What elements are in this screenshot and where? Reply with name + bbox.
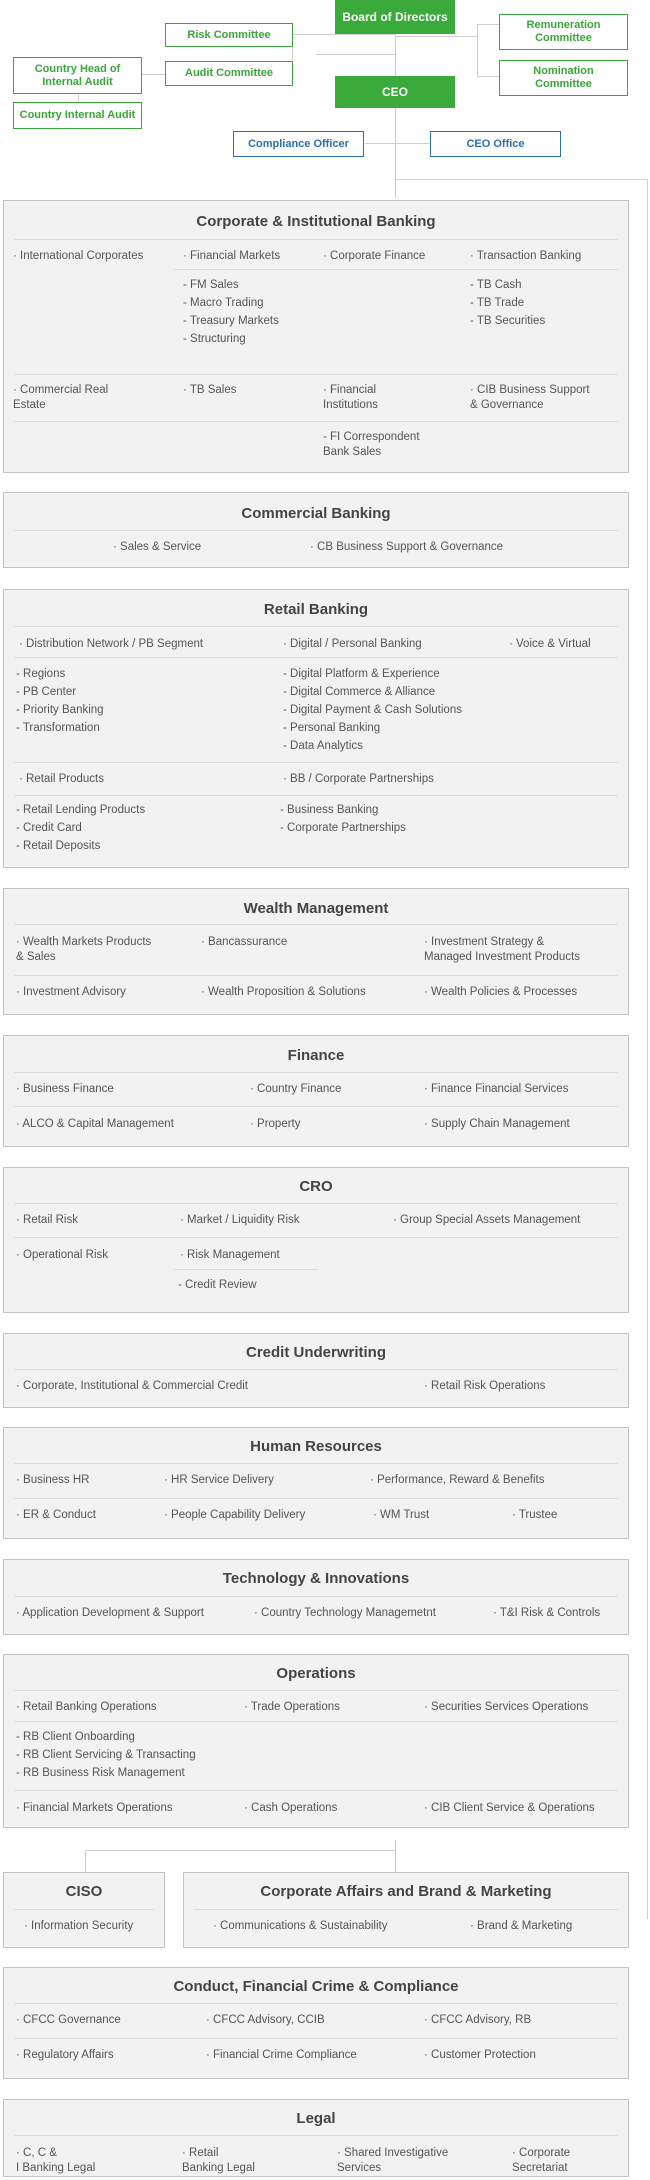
org-unit: Services bbox=[337, 2162, 382, 2174]
connector-line bbox=[316, 54, 395, 55]
org-subunit: - Personal Banking bbox=[283, 722, 381, 734]
board-label: Board of Directors bbox=[342, 10, 448, 24]
org-subunit: - PB Center bbox=[16, 686, 77, 698]
ceo-office-label: CEO Office bbox=[466, 138, 525, 150]
panel-conduct-financial-crime-compliance bbox=[3, 1967, 629, 2079]
org-unit: · Investment Strategy & bbox=[424, 936, 545, 948]
org-unit: · Customer Protection bbox=[424, 2049, 536, 2061]
org-unit: · CIB Business Support bbox=[470, 384, 590, 396]
org-subunit: - Digital Commerce & Alliance bbox=[283, 686, 436, 698]
org-unit: · Information Security bbox=[24, 1920, 134, 1932]
divider bbox=[14, 1369, 618, 1370]
org-subunit: - TB Trade bbox=[470, 297, 525, 309]
org-unit: · Retail bbox=[182, 2147, 219, 2159]
org-unit: Institutions bbox=[323, 399, 378, 411]
compliance-officer-label: Compliance Officer bbox=[248, 138, 349, 150]
divider bbox=[14, 1463, 618, 1464]
connector-line bbox=[85, 1850, 395, 1851]
org-unit: · Business HR bbox=[16, 1474, 90, 1486]
panel-cro bbox=[3, 1167, 629, 1313]
panel-title: Corporate & Institutional Banking bbox=[196, 213, 436, 230]
org-unit: · Financial bbox=[323, 384, 377, 396]
org-unit: · Application Development & Support bbox=[16, 1607, 204, 1619]
org-unit: · Country Finance bbox=[250, 1083, 342, 1095]
panel-retail-banking bbox=[3, 589, 629, 868]
panel-title: Wealth Management bbox=[243, 900, 389, 917]
divider bbox=[14, 1596, 618, 1597]
org-subunit: - RB Client Onboarding bbox=[16, 1731, 135, 1743]
panel-title: Credit Underwriting bbox=[245, 1344, 386, 1361]
box-label-line: Country Head of bbox=[34, 62, 121, 75]
org-unit: · Performance, Reward & Benefits bbox=[370, 1474, 545, 1486]
org-unit: · T&I Risk & Controls bbox=[493, 1607, 601, 1619]
connector-line bbox=[292, 34, 395, 35]
org-unit: Banking Legal bbox=[182, 2162, 255, 2174]
org-unit: · ALCO & Capital Management bbox=[16, 1118, 174, 1130]
org-unit: · Shared Investigative bbox=[337, 2147, 449, 2159]
divider bbox=[14, 374, 618, 375]
panel-title: Human Resources bbox=[250, 1438, 382, 1455]
org-subunit: - Priority Banking bbox=[16, 704, 104, 716]
panel-title: Retail Banking bbox=[263, 601, 369, 618]
org-unit: · Retail Banking Operations bbox=[16, 1701, 157, 1713]
org-subunit: - RB Business Risk Management bbox=[16, 1767, 185, 1779]
org-unit: · Retail Products bbox=[19, 773, 105, 785]
divider bbox=[14, 626, 618, 627]
org-unit: · Trade Operations bbox=[244, 1701, 340, 1713]
panel-legal bbox=[3, 2099, 629, 2177]
divider bbox=[14, 239, 618, 240]
org-unit: · Trustee bbox=[512, 1509, 558, 1521]
org-unit: · Wealth Proposition & Solutions bbox=[201, 986, 366, 998]
divider bbox=[14, 1790, 618, 1791]
risk-committee-label: Risk Committee bbox=[187, 28, 271, 41]
divider bbox=[194, 1909, 618, 1910]
org-subunit: - Transformation bbox=[16, 722, 100, 734]
divider bbox=[14, 1690, 618, 1691]
org-unit: Estate bbox=[13, 399, 46, 411]
ceo-office-box[interactable] bbox=[430, 131, 561, 157]
panel-title: Technology & Innovations bbox=[222, 1570, 410, 1587]
panel-finance bbox=[3, 1035, 629, 1147]
connector-line bbox=[477, 24, 499, 25]
divider bbox=[14, 1106, 618, 1107]
org-unit: · Investment Advisory bbox=[16, 986, 126, 998]
org-unit: · Digital / Personal Banking bbox=[283, 638, 422, 650]
org-unit: · Financial Crime Compliance bbox=[206, 2049, 357, 2061]
panel-commercial-banking bbox=[3, 492, 629, 568]
panel-corporate-institutional-banking bbox=[3, 200, 629, 473]
org-unit: · Securities Services Operations bbox=[424, 1701, 589, 1713]
org-unit: & Sales bbox=[16, 951, 56, 963]
org-unit: · Wealth Markets Products bbox=[16, 936, 152, 948]
org-unit: · Financial Markets Operations bbox=[16, 1802, 173, 1814]
org-unit: · Regulatory Affairs bbox=[16, 2049, 114, 2061]
panel-operations bbox=[3, 1654, 629, 1828]
org-subunit: - Corporate Partnerships bbox=[280, 822, 406, 834]
org-subunit: - Digital Platform & Experience bbox=[283, 668, 440, 680]
org-unit: · Corporate Finance bbox=[323, 250, 426, 262]
board-of-directors-box[interactable] bbox=[335, 0, 455, 34]
org-subunit: Bank Sales bbox=[323, 446, 382, 458]
connector-line bbox=[395, 108, 396, 198]
org-unit: · Cash Operations bbox=[244, 1802, 338, 1814]
divider bbox=[174, 1269, 318, 1270]
org-unit: · CB Business Support & Governance bbox=[310, 541, 504, 553]
org-unit: · Sales & Service bbox=[113, 541, 202, 553]
org-unit: · Commercial Real bbox=[13, 384, 109, 396]
divider bbox=[14, 1721, 618, 1722]
ceo-label: CEO bbox=[381, 85, 408, 99]
org-unit: · Wealth Policies & Processes bbox=[424, 986, 578, 998]
country-head-internal-audit-box[interactable] bbox=[13, 57, 142, 94]
org-unit: Managed Investment Products bbox=[424, 951, 580, 963]
divider bbox=[14, 657, 618, 658]
ceo-box[interactable] bbox=[335, 76, 455, 108]
org-subunit: - Credit Card bbox=[16, 822, 82, 834]
divider bbox=[14, 421, 618, 422]
remuneration-committee-box[interactable] bbox=[499, 14, 628, 50]
panel-title: Legal bbox=[296, 2110, 336, 2127]
divider bbox=[14, 1072, 618, 1073]
connector-line bbox=[85, 1850, 86, 1872]
org-unit: · WM Trust bbox=[373, 1509, 430, 1521]
org-unit: · Retail Risk bbox=[16, 1214, 78, 1226]
box-label-line: Internal Audit bbox=[42, 75, 113, 88]
org-unit: · ER & Conduct bbox=[16, 1509, 96, 1521]
connector-line bbox=[395, 179, 648, 180]
connector-line bbox=[477, 24, 478, 76]
country-internal-audit-box[interactable] bbox=[13, 102, 142, 129]
org-unit: · Bancassurance bbox=[201, 936, 288, 948]
org-unit: · Finance Financial Services bbox=[424, 1083, 569, 1095]
org-unit: · Operational Risk bbox=[16, 1249, 109, 1261]
audit-committee-label: Audit Committee bbox=[185, 67, 273, 79]
risk-committee-box[interactable] bbox=[165, 23, 293, 47]
connector-line bbox=[142, 74, 165, 75]
org-subunit: - Macro Trading bbox=[183, 297, 264, 309]
org-unit: · Voice & Virtual bbox=[509, 638, 591, 650]
connector-line bbox=[477, 76, 499, 77]
connector-line bbox=[365, 143, 430, 144]
org-subunit: - Digital Payment & Cash Solutions bbox=[283, 704, 462, 716]
divider bbox=[14, 795, 618, 796]
panel-title: Corporate Affairs and Brand & Marketing bbox=[260, 1883, 552, 1900]
connector-line bbox=[395, 36, 477, 37]
org-subunit: - Credit Review bbox=[178, 1279, 257, 1291]
org-subunit: - Retail Lending Products bbox=[16, 804, 146, 816]
org-subunit: - TB Cash bbox=[470, 279, 522, 291]
org-unit: · Corporate, Institutional & Commercial Credit bbox=[16, 1380, 248, 1392]
org-unit: · TB Sales bbox=[183, 384, 237, 396]
org-unit: · HR Service Delivery bbox=[164, 1474, 274, 1486]
org-unit: & Governance bbox=[470, 399, 544, 411]
panel-title: CRO bbox=[299, 1178, 333, 1195]
audit-committee-box[interactable] bbox=[165, 61, 293, 86]
org-subunit: - Retail Deposits bbox=[16, 840, 101, 852]
panel-wealth-management bbox=[3, 888, 629, 1015]
panel-title: Operations bbox=[276, 1665, 356, 1682]
panel-corporate-affairs-brand-marketing bbox=[183, 1872, 629, 1948]
org-unit: · Country Technology Managemetnt bbox=[254, 1607, 436, 1619]
org-subunit: - TB Securities bbox=[470, 315, 546, 327]
panel-title: Finance bbox=[287, 1047, 345, 1064]
org-unit: · CFCC Advisory, CCIB bbox=[206, 2014, 325, 2026]
panel-technology-innovations bbox=[3, 1559, 629, 1635]
org-unit: · Property bbox=[250, 1118, 301, 1130]
connector-line bbox=[395, 1840, 396, 1872]
compliance-officer-box[interactable] bbox=[233, 131, 364, 157]
org-unit: · Brand & Marketing bbox=[470, 1920, 573, 1932]
org-subunit: - Data Analytics bbox=[283, 740, 363, 752]
org-unit: · C, C & bbox=[16, 2147, 57, 2159]
org-subunit: - Regions bbox=[16, 668, 66, 680]
org-unit: · International Corporates bbox=[13, 250, 144, 262]
org-unit: Secretariat bbox=[512, 2162, 568, 2174]
divider bbox=[14, 1498, 618, 1499]
divider bbox=[14, 924, 618, 925]
org-unit: · People Capability Delivery bbox=[164, 1509, 306, 1521]
org-unit: · Distribution Network / PB Segment bbox=[19, 638, 204, 650]
org-unit: · CIB Client Service & Operations bbox=[424, 1802, 595, 1814]
panel-credit-underwriting bbox=[3, 1333, 629, 1408]
divider bbox=[14, 2135, 618, 2136]
connector-line bbox=[78, 94, 79, 102]
box-label-line: Committee bbox=[535, 32, 592, 44]
org-unit: · Communications & Sustainability bbox=[213, 1920, 388, 1932]
box-label-line: Nomination bbox=[533, 65, 594, 77]
panel-ciso bbox=[3, 1872, 165, 1948]
org-unit: · Group Special Assets Management bbox=[393, 1214, 581, 1226]
org-unit: · Business Finance bbox=[16, 1083, 114, 1095]
divider bbox=[14, 2038, 618, 2039]
nomination-committee-box[interactable] bbox=[499, 60, 628, 96]
divider bbox=[174, 269, 618, 270]
org-unit: · CFCC Governance bbox=[16, 2014, 121, 2026]
divider bbox=[14, 1203, 618, 1204]
org-unit: I Banking Legal bbox=[16, 2162, 96, 2174]
org-subunit: - FI Correspondent bbox=[323, 431, 420, 443]
panel-title: Conduct, Financial Crime & Compliance bbox=[173, 1978, 459, 1995]
divider bbox=[14, 1237, 618, 1238]
org-subunit: - FM Sales bbox=[183, 279, 239, 291]
org-unit: · Corporate bbox=[512, 2147, 571, 2159]
org-unit: · Transaction Banking bbox=[470, 250, 582, 262]
org-subunit: - Structuring bbox=[183, 333, 246, 345]
org-subunit: - RB Client Servicing & Transacting bbox=[16, 1749, 196, 1761]
divider bbox=[14, 530, 618, 531]
org-subunit: - Business Banking bbox=[280, 804, 379, 816]
connector-line bbox=[647, 179, 648, 1919]
org-unit: · Supply Chain Management bbox=[424, 1118, 570, 1130]
org-unit: · CFCC Advisory, RB bbox=[424, 2014, 532, 2026]
org-unit: · BB / Corporate Partnerships bbox=[283, 773, 434, 785]
divider bbox=[14, 1909, 154, 1910]
box-label-line: Committee bbox=[535, 78, 592, 90]
org-unit: · Risk Management bbox=[180, 1249, 280, 1261]
box-label-line: Remuneration bbox=[526, 19, 601, 31]
panel-title: Commercial Banking bbox=[241, 505, 391, 522]
panel-title: CISO bbox=[65, 1883, 103, 1900]
org-unit: · Market / Liquidity Risk bbox=[180, 1214, 300, 1226]
divider bbox=[14, 975, 618, 976]
org-unit: · Retail Risk Operations bbox=[424, 1380, 546, 1392]
panel-human-resources bbox=[3, 1427, 629, 1539]
country-internal-audit-label: Country Internal Audit bbox=[19, 109, 136, 121]
org-subunit: - Treasury Markets bbox=[183, 315, 279, 327]
divider bbox=[14, 2003, 618, 2004]
divider bbox=[14, 762, 618, 763]
org-unit: · Financial Markets bbox=[183, 250, 281, 262]
